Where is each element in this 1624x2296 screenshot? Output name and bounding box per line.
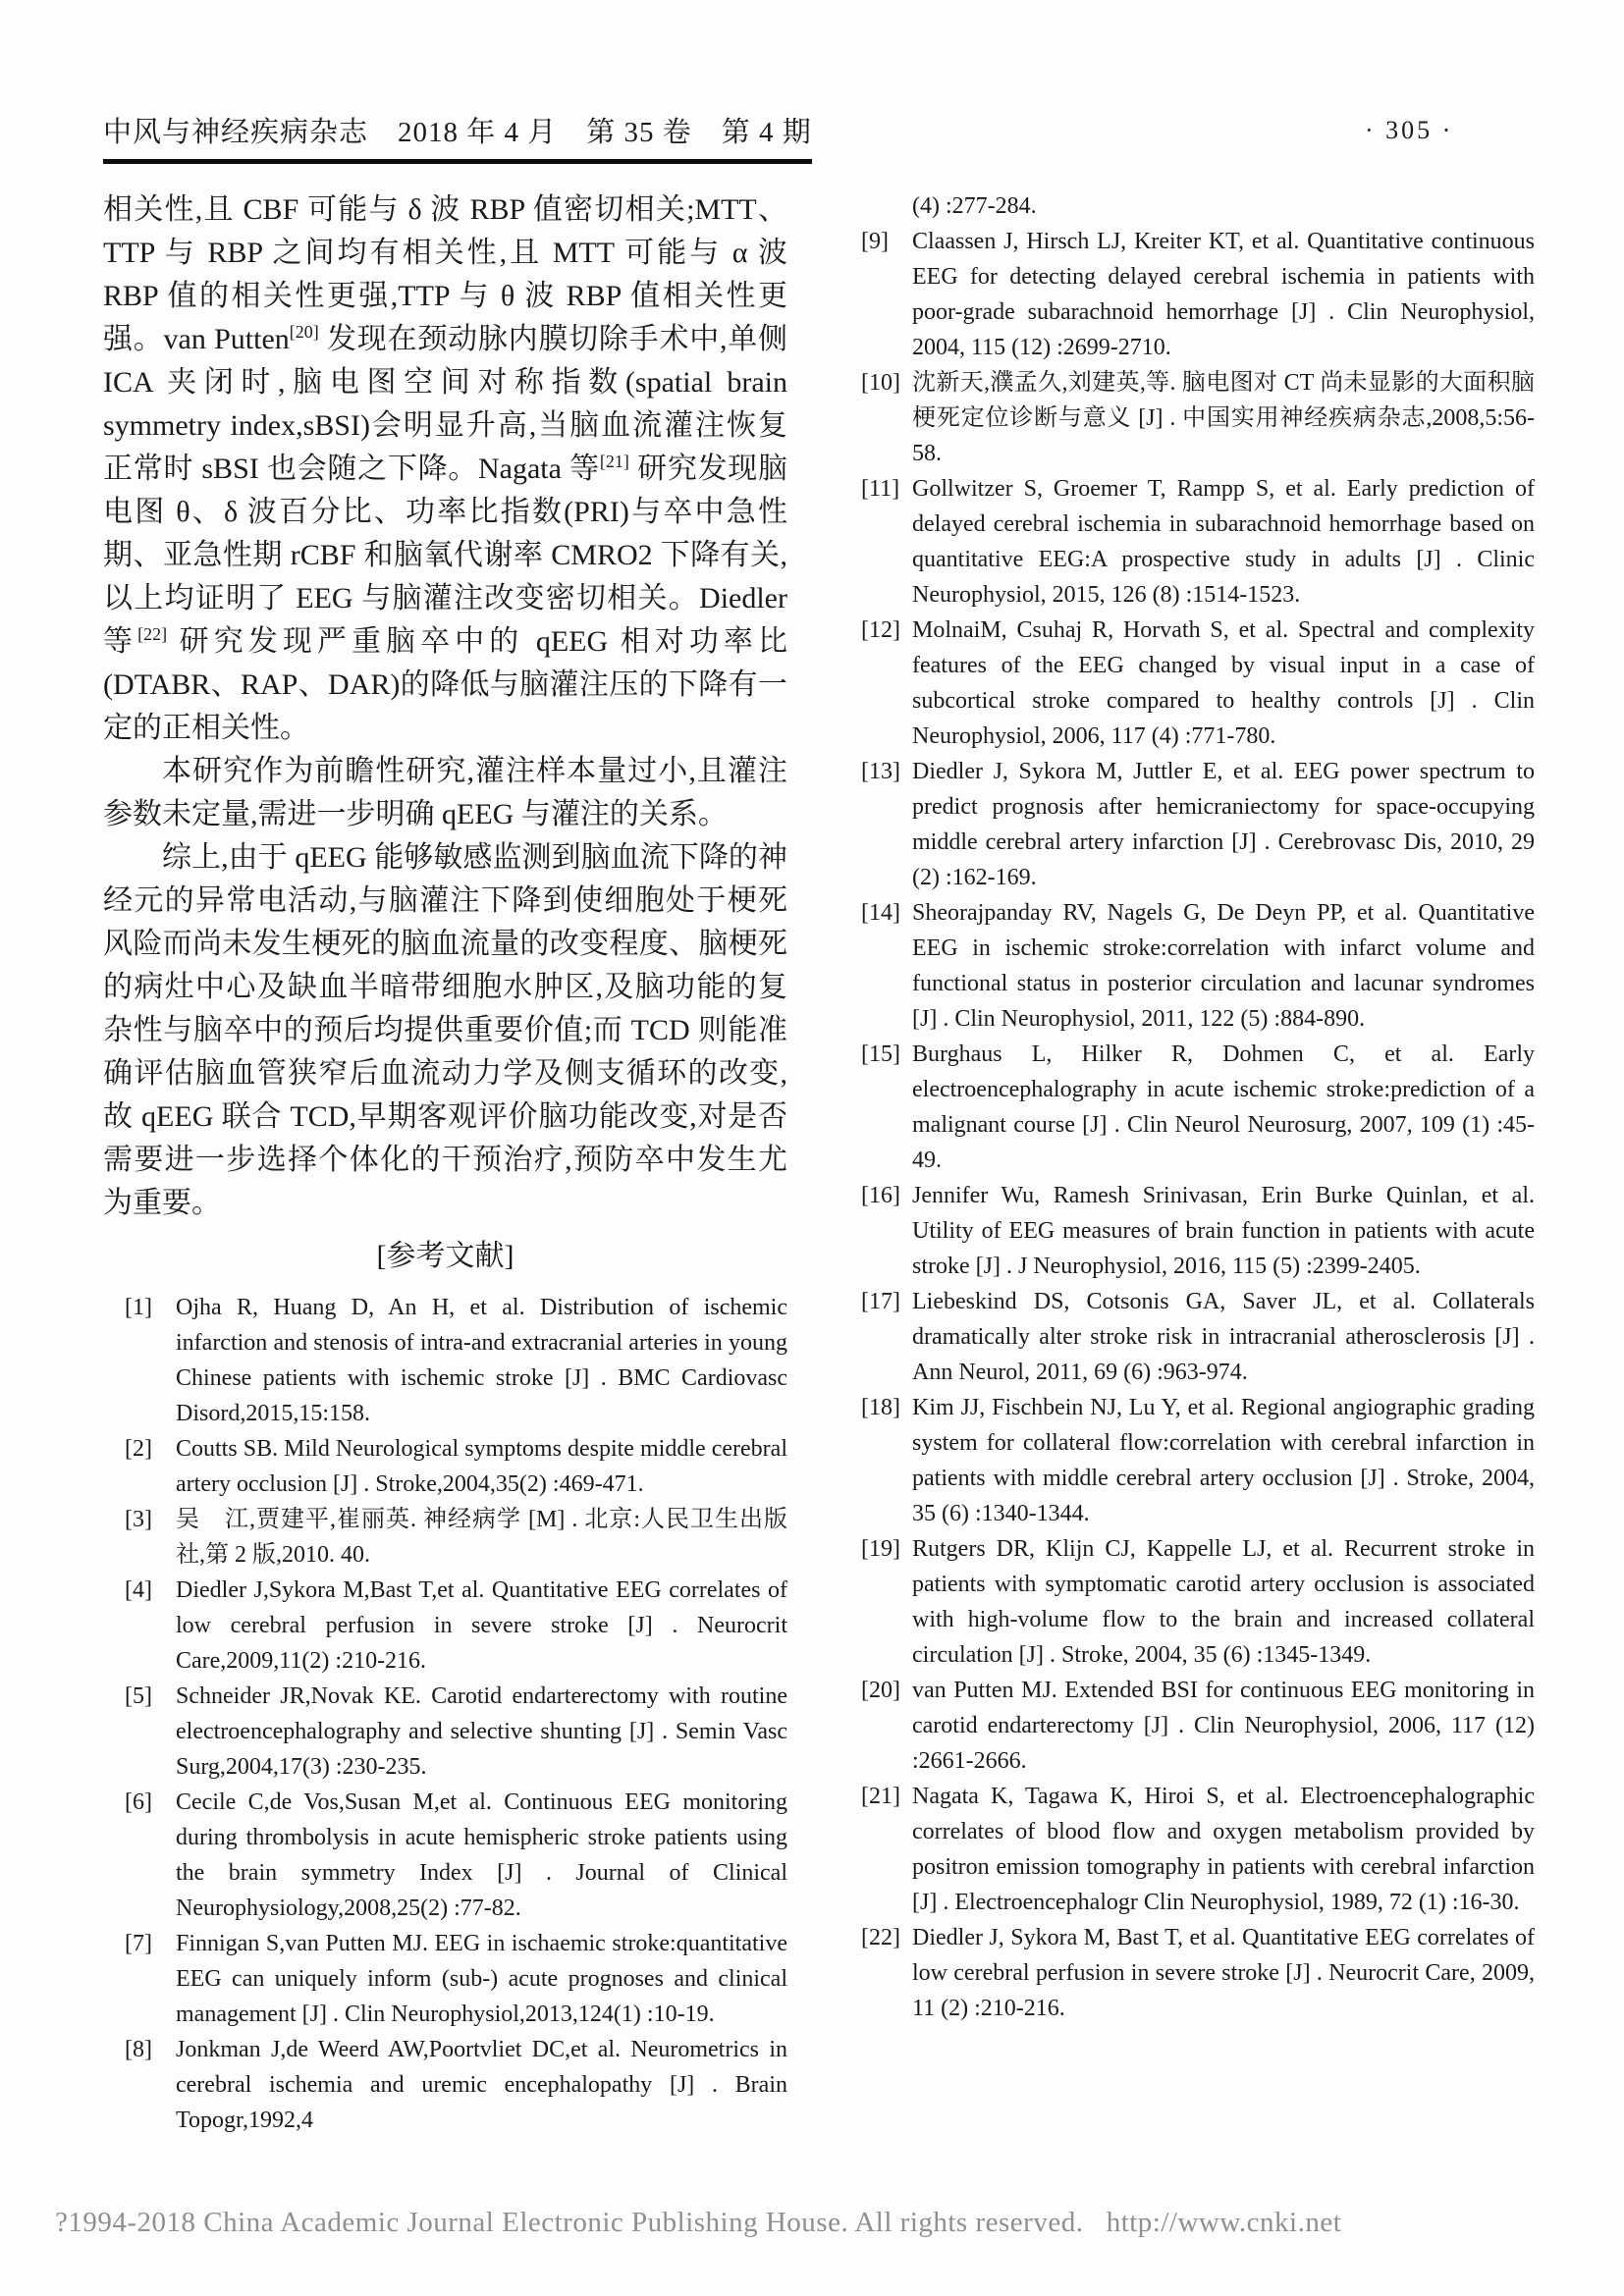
reference-number: [22] xyxy=(861,1925,900,1950)
reference-item xyxy=(839,1673,1535,1779)
reference-item xyxy=(103,1573,787,1679)
reference-item xyxy=(839,1178,1535,1284)
left-column xyxy=(103,188,787,2138)
reference-item xyxy=(103,1785,787,1926)
reference-item xyxy=(839,754,1535,895)
reference-item xyxy=(103,1431,787,1502)
reference-number: [16] xyxy=(861,1183,900,1208)
reference-number: [9] xyxy=(861,229,889,254)
reference-number: [3] xyxy=(125,1507,152,1532)
reference-item xyxy=(839,365,1535,471)
reference-number: [15] xyxy=(861,1041,900,1067)
reference-text: Diedler J, Sykora M, Bast T, et al. Quantitative EEG correlates of low cerebral perfusion in severe stroke [J] . Neurocrit Care, 2009, 11 (2) :210-216. xyxy=(912,1925,1535,2021)
reference-item xyxy=(839,895,1535,1037)
reference-number: [4] xyxy=(125,1577,152,1603)
reference-item xyxy=(839,1284,1535,1390)
reference-item xyxy=(103,1926,787,2032)
reference-item xyxy=(103,1502,787,1573)
reference-number: [20] xyxy=(861,1678,900,1703)
citation-superscript: [21] xyxy=(599,452,629,471)
reference-number: [2] xyxy=(125,1436,152,1462)
body-paragraph: 综上,由于 qEEG 能够敏感监测到脑血流下降的神经元的异常电活动,与脑灌注下降到使细胞处于梗死风险而尚未发生梗死的脑血流量的改变程度、脑梗死的病灶中心及缺血半暗带细胞水肿区,及脑功能的复杂性与脑卒中的预后均提供重要价值;而 TCD 则能准确评估脑血管狭窄后血流动力学及侧支循环的改变,故 qEEG 联合 TCD,早期客观评价脑功能改变,对是否需要进一步选择个体化的干预治疗,预防卒中发生尤为重要。 xyxy=(103,841,787,1219)
reference-text: Diedler J, Sykora M, Juttler E, et al. EEG power spectrum to predict prognosis after hemicraniectomy for space-occupying middle cerebral artery infarction [J] . Cerebrovasc Dis, 2010, 29 (2) :162-169. xyxy=(912,759,1535,890)
reference-text: Cecile C,de Vos,Susan M,et al. Continuous EEG monitoring during thrombolysis in acute hemispheric stroke patients using the brain symmetry Index [J] . Journal of Clinical Neurophysiology,2008,25(2) :77-82. xyxy=(176,1789,787,1921)
reference-item xyxy=(839,471,1535,613)
reference-number: [10] xyxy=(861,370,900,396)
reference-item xyxy=(103,2032,787,2138)
body-paragraph: 本研究作为前瞻性研究,灌注样本量过小,且灌注参数未定量,需进一步明确 qEEG 与灌注的关系。 xyxy=(103,755,787,830)
discussion-paragraphs xyxy=(103,188,787,1225)
references-heading: [参考文献] xyxy=(376,1240,514,1272)
right-column xyxy=(839,188,1535,2026)
reference-text: Finnigan S,van Putten MJ. EEG in ischaemic stroke:quantitative EEG can uniquely inform (sub-) acute prognoses and clinical management [J] . Clin Neurophysiol,2013,124(1) :10-19. xyxy=(176,1931,787,2027)
page-number: · 305 · xyxy=(1365,116,1454,144)
reference-text: Schneider JR,Novak KE. Carotid endarterectomy with routine electroencephalography and selective shunting [J] . Semin Vasc Surg,2004,17(3) :230-235. xyxy=(176,1683,787,1780)
reference-number: [12] xyxy=(861,617,900,643)
reference-number: [8] xyxy=(125,2037,152,2062)
reference-item xyxy=(839,1531,1535,1673)
reference-number: [13] xyxy=(861,759,900,784)
reference-text: Coutts SB. Mild Neurological symptoms despite middle cerebral artery occlusion [J] . Stroke,2004,35(2) :469-471. xyxy=(176,1436,787,1497)
body-paragraph: 相关性,且 CBF 可能与 δ 波 RBP 值密切相关;MTT、TTP 与 RBP 之间均有相关性,且 MTT 可能与 α 波 RBP 值的相关性更强,TTP 与 θ 波 RBP 值相关性更强。van Putten[20] 发现在颈动脉内膜切除手术中,单侧 ICA 夹闭时,脑电图空间对称指数(spatial brain symmetry index,sBSI)会明显升高,当脑血流灌注恢复正常时 sBSI 也会随之下降。Nagata 等[21] 研究发现脑电图 θ、δ 波百分比、功率比指数(PRI)与卒中急性期、亚急性期 rCBF 和脑氧代谢率 CMRO2 下降有关,以上均证明了 EEG 与脑灌注改变密切相关。Diedler 等[22] 研究发现严重脑卒中的 qEEG 相对功率比(DTABR、RAP、DAR)的降低与脑灌注压的下降有一定的正相关性。 xyxy=(103,193,788,744)
reference-text: Jonkman J,de Weerd AW,Poortvliet DC,et al. Neurometrics in cerebral ischemia and uremic encephalopathy [J] . Brain Topogr,1992,4 xyxy=(176,2037,787,2133)
reference-text: Jennifer Wu, Ramesh Srinivasan, Erin Burke Quinlan, et al. Utility of EEG measures of brain function in patients with acute stroke [J] . J Neurophysiol, 2016, 115 (5) :2399-2405. xyxy=(912,1183,1535,1279)
reference-number: [6] xyxy=(125,1789,152,1815)
references-list-left xyxy=(103,1290,787,2138)
citation-superscript: [20] xyxy=(289,322,319,342)
reference-text: Ojha R, Huang D, An H, et al. Distribution of ischemic infarction and stenosis of intra-and extracranial arteries in young Chinese patients with ischemic stroke [J] . BMC Cardiovasc Disord,2015,15:158. xyxy=(176,1295,787,1426)
reference-number: [7] xyxy=(125,1931,152,1956)
reference-text: Diedler J,Sykora M,Bast T,et al. Quantitative EEG correlates of low cerebral perfusion in severe stroke [J] . Neurocrit Care,2009,11(2) :210-216. xyxy=(176,1577,787,1674)
reference-item xyxy=(839,1920,1535,2026)
reference-item xyxy=(103,1679,787,1785)
reference-number: [17] xyxy=(861,1289,900,1314)
reference-item xyxy=(839,224,1535,365)
reference-text: Claassen J, Hirsch LJ, Kreiter KT, et al. Quantitative continuous EEG for detecting delayed cerebral ischemia in patients with poor-grade subarachnoid hemorrhage [J] . Clin Neurophysiol, 2004, 115 (12) :2699-2710. xyxy=(912,229,1535,360)
journal-header-text: 中风与神经疾病杂志 2018 年 4 月 第 35 卷 第 4 期 xyxy=(103,110,812,164)
reference-8-continuation: (4) :277-284. xyxy=(912,193,1037,219)
reference-text: Gollwitzer S, Groemer T, Rampp S, et al. Early prediction of delayed cerebral ischemia in subarachnoid hemorrhage based on quantitative EEG:A prospective study in adults [J] . Clinic Neurophysiol, 2015, 126 (8) :1514-1523. xyxy=(912,476,1535,608)
reference-text: MolnaiM, Csuhaj R, Horvath S, et al. Spectral and complexity features of the EEG changed by visual input in a case of subcortical stroke compared to healthy controls [J] . Clin Neurophysiol, 2006, 117 (4) :771-780. xyxy=(912,617,1535,749)
reference-text: 吴 江,贾建平,崔丽英. 神经病学 [M] . 北京:人民卫生出版社,第 2 版,2010. 40. xyxy=(176,1507,787,1568)
reference-text: Liebeskind DS, Cotsonis GA, Saver JL, et al. Collaterals dramatically alter stroke risk in intracranial atherosclerosis [J] . Ann Neurol, 2011, 69 (6) :963-974. xyxy=(912,1289,1535,1385)
reference-item xyxy=(839,1779,1535,1920)
reference-number: [5] xyxy=(125,1683,152,1709)
reference-text: Rutgers DR, Klijn CJ, Kappelle LJ, et al. Recurrent stroke in patients with symptomatic carotid artery occlusion is associated with high-volume flow to the brain and increased collateral circulation [J] . Stroke, 2004, 35 (6) :1345-1349. xyxy=(912,1536,1535,1668)
reference-text: 沈新天,濮孟久,刘建英,等. 脑电图对 CT 尚未显影的大面积脑梗死定位诊断与意义 [J] . 中国实用神经疾病杂志,2008,5:56-58. xyxy=(912,370,1535,466)
reference-number: [21] xyxy=(861,1784,900,1809)
reference-item xyxy=(103,1290,787,1431)
reference-item xyxy=(839,1390,1535,1531)
reference-text: Sheorajpanday RV, Nagels G, De Deyn PP, et al. Quantitative EEG in ischemic stroke:correlation with infarct volume and functional status in posterior circulation and lacunar syndromes [J] . Clin Neurophysiol, 2011, 122 (5) :884-890. xyxy=(912,900,1535,1032)
reference-number: [1] xyxy=(125,1295,152,1320)
reference-text: Kim JJ, Fischbein NJ, Lu Y, et al. Regional angiographic grading system for collateral flow:correlation with cerebral infarction in patients with middle cerebral artery occlusion [J] . Stroke, 2004, 35 (6) :1340-1344. xyxy=(912,1395,1535,1526)
reference-text: Nagata K, Tagawa K, Hiroi S, et al. Electroencephalographic correlates of blood flow and oxygen metabolism provided by positron emission tomography in patients with cerebral infarction [J] . Electroencephalogr Clin Neurophysiol, 1989, 72 (1) :16-30. xyxy=(912,1784,1535,1915)
references-list-right xyxy=(839,224,1535,2026)
reference-text: Burghaus L, Hilker R, Dohmen C, et al. Early electroencephalography in acute ischemic stroke:prediction of a malignant course [J] . Clin Neurol Neurosurg, 2007, 109 (1) :45-49. xyxy=(912,1041,1535,1173)
reference-number: [11] xyxy=(861,476,900,502)
reference-number: [14] xyxy=(861,900,900,926)
reference-item xyxy=(839,1037,1535,1178)
reference-number: [19] xyxy=(861,1536,900,1562)
citation-superscript: [22] xyxy=(137,624,168,644)
reference-number: [18] xyxy=(861,1395,900,1420)
copyright-footer: ?1994-2018 China Academic Journal Electronic Publishing House. All rights reserved. http://www.cnki.net xyxy=(55,2207,1342,2238)
reference-text: van Putten MJ. Extended BSI for continuous EEG monitoring in carotid endarterectomy [J] . Clin Neurophysiol, 2006, 117 (12) :2661-2666. xyxy=(912,1678,1535,1774)
reference-item xyxy=(839,613,1535,754)
